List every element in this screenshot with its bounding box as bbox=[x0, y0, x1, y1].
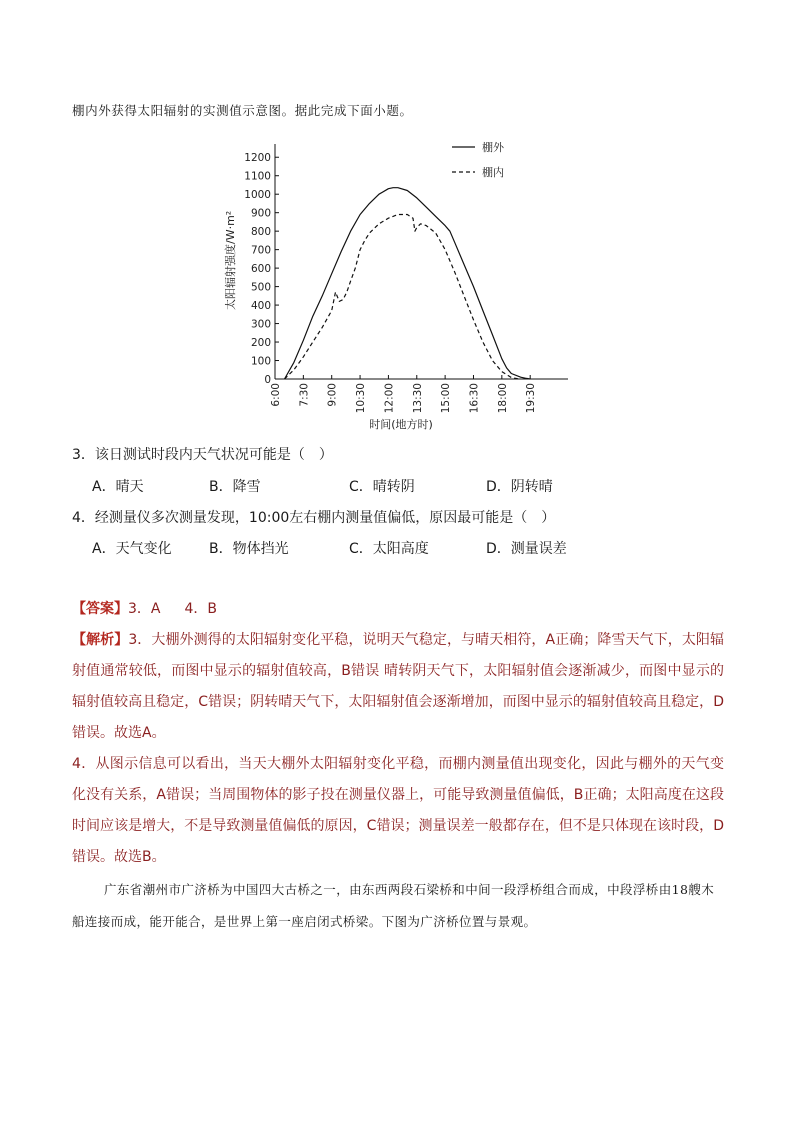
legend-label-inside: 棚内 bbox=[482, 166, 504, 179]
x-tick-label: 12:00 bbox=[383, 383, 396, 414]
x-tick-label: 15:00 bbox=[440, 383, 453, 414]
x-tick-label: 19:30 bbox=[525, 383, 538, 414]
analysis-3 bbox=[72, 625, 724, 749]
y-tick-label: 500 bbox=[250, 281, 271, 294]
x-tick-label: 7:30 bbox=[298, 383, 311, 407]
x-tick-label: 9:00 bbox=[326, 383, 339, 407]
y-tick-label: 1100 bbox=[244, 170, 271, 183]
y-tick-label: 1000 bbox=[244, 189, 271, 202]
question-4-stem: 4．经测量仪多次测量发现，10:00左右棚内测量值偏低，原因最可能是（ ） bbox=[72, 510, 556, 526]
x-tick-label: 10:30 bbox=[355, 383, 368, 414]
q3-option-a[interactable]: A．晴天 bbox=[92, 479, 144, 495]
y-tick-label: 800 bbox=[250, 226, 271, 239]
chart-legend bbox=[452, 140, 505, 179]
y-axis-label: 太阳辐射强度/W·m² bbox=[224, 210, 237, 310]
x-tick-label: 16:30 bbox=[468, 383, 481, 414]
analysis-4: 4．从图示信息可以看出，当天大棚外太阳辐射变化平稳，而棚内测量值出现变化，因此与棚外的天气变化没有关系，A错误；当周围物体的影子投在测量仪器上，可能导致测量值偏低，B正确；太阳高度在这段时间应该是增大，不是导致测量值偏低的原因，C错误；测量误差一般都存在，但不是只体现在该时段，D错误。故选B。 bbox=[72, 756, 724, 865]
y-tick-label: 300 bbox=[250, 318, 271, 331]
y-tick-label: 200 bbox=[250, 337, 271, 350]
chart-axes bbox=[275, 144, 568, 379]
y-tick-label: 600 bbox=[250, 263, 271, 276]
answer-4: 4．B bbox=[184, 601, 217, 617]
legend-label-outside: 棚外 bbox=[482, 141, 504, 154]
q4-option-a[interactable]: A．天气变化 bbox=[92, 541, 172, 557]
x-axis-label: 时间(地方时) bbox=[369, 418, 433, 430]
question-3-stem: 3．该日测试时段内天气状况可能是（ ） bbox=[72, 447, 333, 463]
chart-series bbox=[285, 188, 531, 379]
y-tick-label: 1200 bbox=[244, 152, 271, 165]
y-tick-label: 700 bbox=[250, 244, 271, 257]
q3-option-b[interactable]: B．降雪 bbox=[209, 479, 261, 495]
y-tick-label: 400 bbox=[250, 300, 271, 313]
y-tick-label: 100 bbox=[250, 355, 271, 368]
answer-label: 【答案】 bbox=[72, 601, 128, 617]
q4-option-b[interactable]: B．物体挡光 bbox=[209, 541, 289, 557]
radiation-chart bbox=[218, 130, 578, 430]
next-question-intro: 广东省潮州市广济桥为中国四大古桥之一，由东西两段石梁桥和中间一段浮桥组合而成，中段浮桥由18艘木船连接而成，能开能合，是世界上第一座启闭式桥梁。下图为广济桥位置与景观。 bbox=[72, 882, 715, 929]
y-tick-label: 0 bbox=[264, 374, 271, 386]
q4-option-c[interactable]: C．太阳高度 bbox=[349, 541, 429, 557]
x-tick-label: 18:00 bbox=[496, 383, 509, 414]
answer-line bbox=[72, 598, 217, 618]
intro-text: 棚内外获得太阳辐射的实测值示意图。据此完成下面小题。 bbox=[72, 103, 413, 118]
q3-option-d[interactable]: D．阴转晴 bbox=[486, 479, 553, 495]
q4-option-d[interactable]: D．测量误差 bbox=[486, 541, 567, 557]
y-ticks bbox=[244, 152, 279, 386]
analysis-3-text: 3．大棚外测得的太阳辐射变化平稳，说明天气稳定，与晴天相符，A正确；降雪天气下，太阳辐射值通常较低，而图中显示的辐射值较高，B错误 晴转阴天气下，太阳辐射值会逐渐减少，而图中显示的辐射值较高且稳定，C错误；阴转晴天气下，太阳辐射值会逐渐增加，而图中显示的辐射值较高且稳定，D错误。故选A。 bbox=[72, 632, 725, 741]
answer-3: 3．A bbox=[128, 601, 161, 617]
y-tick-label: 900 bbox=[250, 207, 271, 220]
series-line-inside bbox=[285, 215, 521, 380]
x-tick-label: 13:30 bbox=[411, 383, 424, 414]
x-ticks bbox=[270, 375, 537, 413]
analysis-label: 【解析】 bbox=[72, 632, 129, 648]
x-tick-label: 6:00 bbox=[270, 383, 282, 407]
q3-option-c[interactable]: C．晴转阴 bbox=[349, 479, 415, 495]
series-line-outside bbox=[285, 188, 531, 379]
